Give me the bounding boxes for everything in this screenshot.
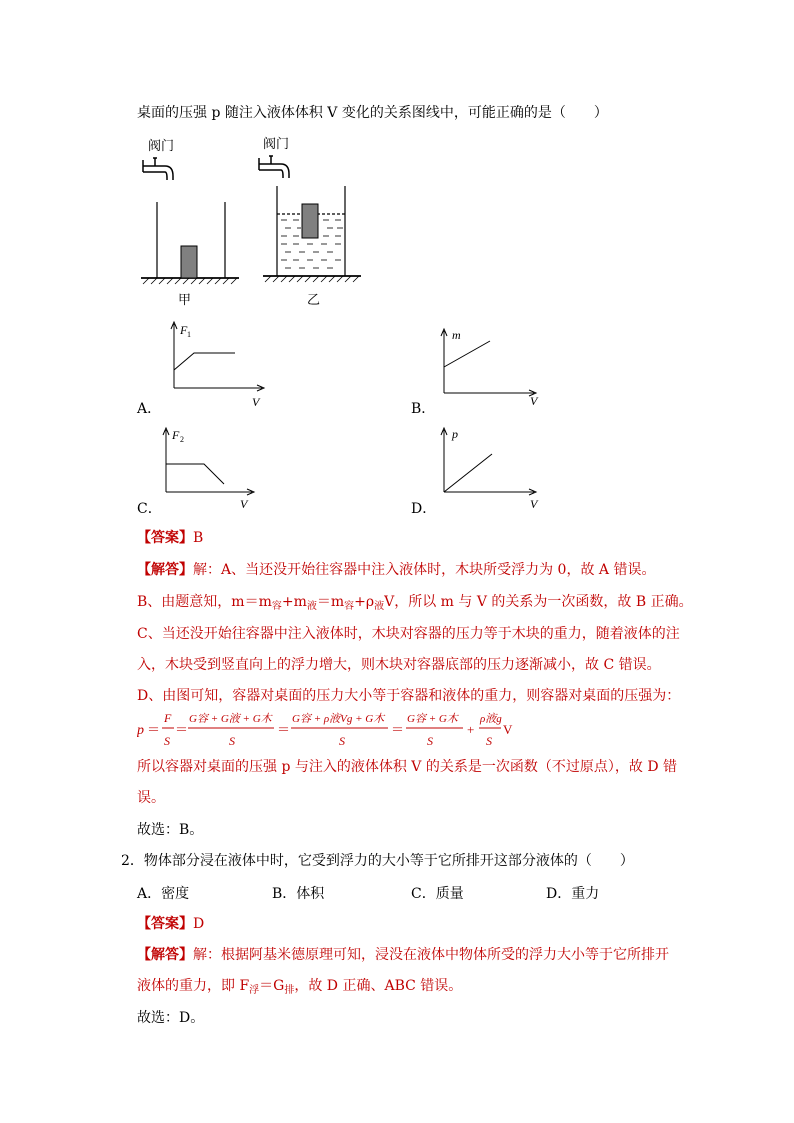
q1-l2-sub3: 容 [344,601,355,612]
formula-s2: S [229,734,235,748]
q1-analysis-line6: 所以容器对桌面的压强 p 与注入的液体体积 V 的关系是一次函数（不过原点），故 D 错 [137,759,677,775]
q2-answer [137,914,204,934]
formula-t2: G容 + ρ液Vg + G木 [292,713,385,725]
graph-a-line [174,353,235,370]
q2-l2c: ，故 D 正确、ABC 错误。 [294,978,463,994]
q2-l2-sub1: 浮 [249,985,260,996]
q2-answer-value: D [193,916,205,932]
formula-s4: S [427,734,433,748]
formula-s1: S [164,734,170,748]
formula-eq2: ＝ [175,722,189,737]
q2-analysis-line2 [137,976,462,1001]
valve-right-icon [259,156,289,178]
graph-b [430,325,545,413]
q2-conclusion: 故选：D。 [137,1010,205,1026]
q1-l2e: V，所以 m 与 V 的关系为一次函数，故 B 正确。 [384,594,693,610]
graph-c-xlabel: V [240,497,248,511]
q2-option-c: C．质量 [411,886,464,902]
q1-analysis-line5: D、由图可知，容器对桌面的压力大小等于容器和液体的重力，则容器对桌面的压强为： [137,688,681,704]
formula-eq1: ＝ [147,722,161,737]
graph-c-ylabel: F [172,428,180,442]
q2-option-d: D．重力 [546,886,600,902]
graph-d-xlabel: V [530,497,538,511]
option-a-label: A． [137,401,162,417]
formula-p: p [137,723,144,738]
wood-block-left [181,246,197,278]
q1-answer [137,528,203,548]
valve-left-icon [143,158,173,180]
q1-analysis-line2 [137,592,693,617]
q1-l2d: +ρ [354,594,375,610]
q2-option-a: A．密度 [137,886,190,902]
graph-c [152,424,262,514]
q2-answer-tag: 【答案】 [137,916,193,932]
q1-stem: 桌面的压强 p 随注入液体体积 V 变化的关系图线中，可能正确的是（ ） [137,105,608,121]
q1-l2c: ＝m [316,594,345,610]
q2-stem: 2．物体部分浸在液体中时，它受到浮力的大小等于它所排开这部分液体的（ ） [121,853,634,869]
container-figure [135,130,375,310]
q2-analysis-text1: 解：根据阿基米德原理可知，浸没在液体中物体所受的浮力大小等于它所排开 [193,947,669,963]
q1-analysis-text1: 解：A、当还没开始往容器中注入液体时，木块所受浮力为 0，故 A 错误。 [193,562,656,578]
q1-analysis-line4: 入，木块受到竖直向上的浮力增大，则木块对容器底部的压力逐渐减小，故 C 错误。 [137,657,661,673]
caption-yi: 乙 [307,292,321,307]
q2-l2a: 液体的重力，即 F [137,978,250,994]
valve-label-right: 阀门 [263,136,290,151]
formula-s3: S [339,734,345,748]
q1-answer-tag: 【答案】 [137,530,193,546]
q1-l2-sub1: 容 [271,601,282,612]
formula-plus: + [467,722,475,737]
option-b-label: B． [411,401,436,417]
graph-d-line [444,454,492,492]
q1-l2-sub2: 液 [306,601,317,612]
option-d-label: D． [411,501,437,517]
formula-eq4: ＝ [391,722,405,737]
formula-v: V [503,722,513,737]
graph-a-ylabel: F [180,323,188,337]
graph-c-line [166,464,224,484]
q1-analysis-line3: C、当还没开始往容器中注入液体时，木块对容器的压力等于木块的重力，随着液体的注 [137,626,680,642]
caption-jia: 甲 [178,292,192,307]
q1-analysis-line1 [137,560,655,580]
q1-l2-sub4: 液 [374,601,385,612]
q2-l2-sub2: 排 [284,985,295,996]
graph-d [430,424,545,514]
graph-b-line [444,341,490,367]
graph-a-ysub: 1 [187,330,191,339]
graph-b-ylabel: m [452,328,461,342]
q1-answer-value: B [193,530,204,546]
option-c-label: C． [137,501,162,517]
graph-b-xlabel: V [530,394,538,408]
q2-option-b: B．体积 [272,886,325,902]
valve-label-left: 阀门 [148,138,175,153]
graph-a [160,318,270,410]
graph-d-ylabel: p [452,427,458,441]
q2-analysis-tag: 【解答】 [137,947,193,963]
q1-l2a: B、由题意知，m＝m [137,594,272,610]
pressure-formula [137,708,537,750]
formula-t3: G容 + G木 [407,713,458,725]
q1-l2b: +m [281,594,307,610]
graph-c-ysub: 2 [180,435,184,444]
q1-analysis-tag: 【解答】 [137,562,193,578]
q2-analysis-line1 [137,945,669,965]
formula-t4: ρ液g [480,713,502,725]
formula-f: F [164,711,172,725]
q2-l2b: ＝G [259,978,285,994]
wood-block-right [302,204,318,238]
formula-eq3: ＝ [277,722,291,737]
q1-analysis-line7: 误。 [137,790,165,806]
formula-t1: G容 + G液 + G木 [189,713,272,725]
formula-s5: S [486,734,492,748]
q1-conclusion: 故选：B。 [137,822,204,838]
graph-a-xlabel: V [252,395,260,409]
